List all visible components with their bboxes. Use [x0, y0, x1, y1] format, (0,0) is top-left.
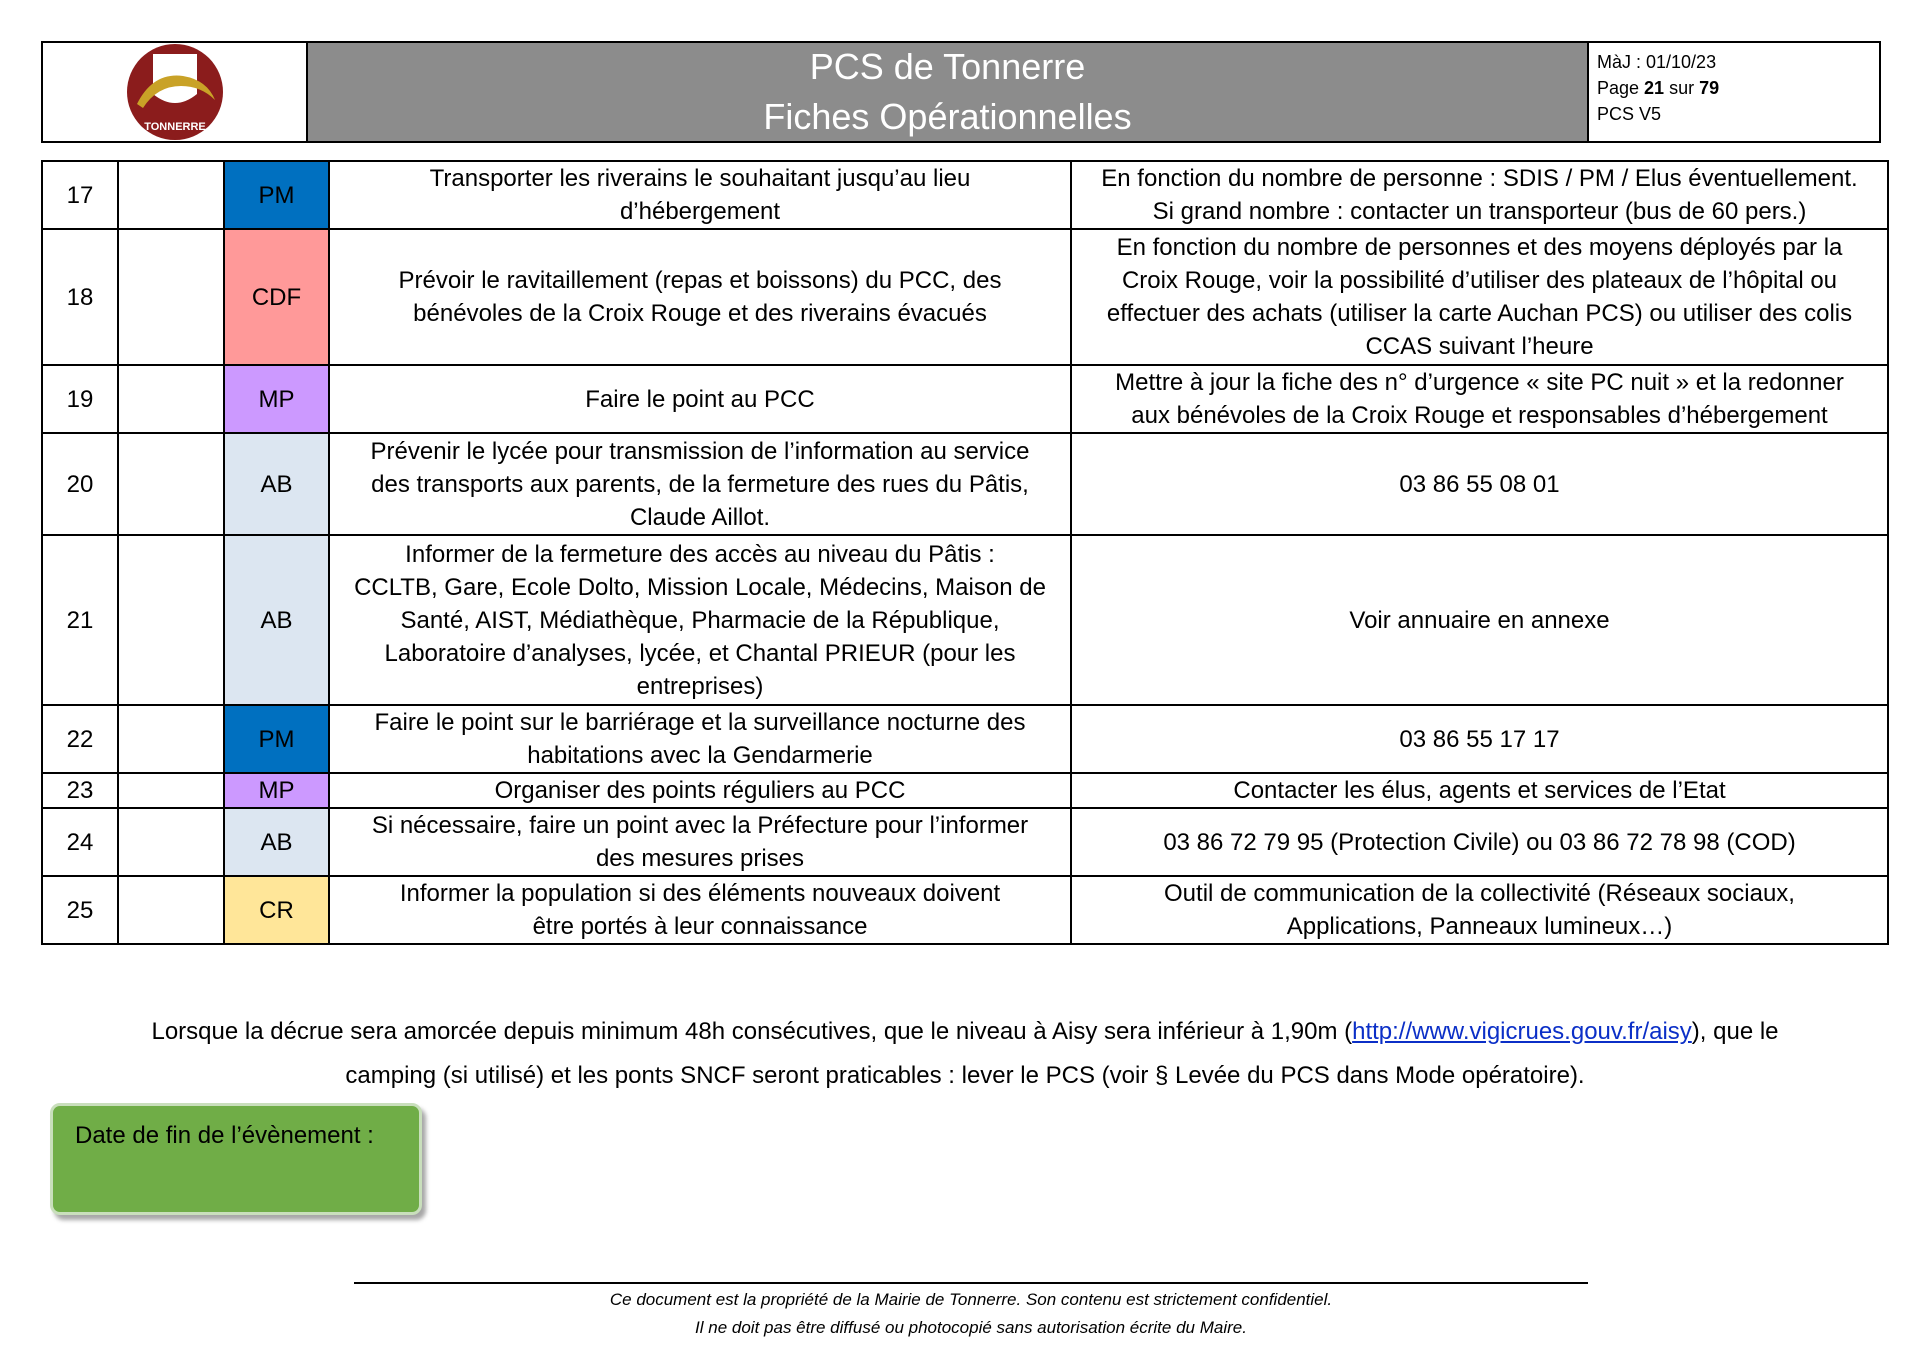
footer-line-1: Ce document est la propriété de la Mairie de Tonnerre. Son contenu est strictement confidentiel.	[609, 1290, 1333, 1309]
table-row	[42, 365, 1888, 433]
table-row	[42, 773, 1888, 808]
page-total: 79	[1699, 78, 1720, 98]
page-counter: Page 21 sur 79	[1597, 78, 1720, 98]
responsible-code: AB	[224, 808, 329, 876]
step-number: 17	[42, 161, 118, 229]
page-header	[41, 41, 1881, 143]
responsible-code: AB	[224, 433, 329, 535]
table-row	[42, 535, 1888, 705]
logo-cell	[43, 43, 308, 141]
step-number: 19	[42, 365, 118, 433]
step-number: 24	[42, 808, 118, 876]
step-number: 22	[42, 705, 118, 773]
info-text: 03 86 55 08 01	[1071, 433, 1888, 535]
info-text: Contacter les élus, agents et services de l’Etat	[1071, 773, 1888, 808]
info-text: Outil de communication de la collectivité (Réseaux sociaux, Applications, Panneaux lumineux…)	[1071, 876, 1888, 944]
event-end-date-box	[50, 1103, 422, 1215]
info-text: 03 86 72 79 95 (Protection Civile) ou 03 86 72 78 98 (COD)	[1071, 808, 1888, 876]
header-meta	[1589, 43, 1879, 141]
info-text: 03 86 55 17 17	[1071, 705, 1888, 773]
blank-cell	[118, 161, 224, 229]
step-number: 20	[42, 433, 118, 535]
responsible-code: CDF	[224, 229, 329, 365]
blank-cell	[118, 773, 224, 808]
info-text: En fonction du nombre de personne : SDIS / PM / Elus éventuellement. Si grand nombre : contacter un transporteur (bus de 60 pers.)	[1071, 161, 1888, 229]
blank-cell	[118, 433, 224, 535]
action-text: Faire le point sur le barriérage et la surveillance nocturne des habitations avec la Gendarmerie	[329, 705, 1071, 773]
page-footer	[354, 1286, 1588, 1342]
responsible-code: MP	[224, 365, 329, 433]
action-text: Transporter les riverains le souhaitant jusqu’au lieu d’hébergement	[329, 161, 1071, 229]
tonnerre-logo	[123, 42, 227, 142]
update-date: MàJ : 01/10/23	[1597, 52, 1717, 72]
responsible-code: MP	[224, 773, 329, 808]
table-row	[42, 433, 1888, 535]
blank-cell	[118, 808, 224, 876]
step-number: 21	[42, 535, 118, 705]
table-row	[42, 876, 1888, 944]
step-number: 25	[42, 876, 118, 944]
operations-table	[41, 160, 1889, 945]
blank-cell	[118, 876, 224, 944]
header-subtitle: Fiches Opérationnelles	[763, 96, 1132, 137]
responsible-code: CR	[224, 876, 329, 944]
page-number: 21	[1644, 78, 1665, 98]
responsible-code: PM	[224, 705, 329, 773]
table-row	[42, 161, 1888, 229]
action-text: Informer de la fermeture des accès au niveau du Pâtis : CCLTB, Gare, Ecole Dolto, Mission Locale, Médecins, Maison de Santé, AIST, Médiathèque, Pharmacie de la République, Laboratoire d’analyses, lycée, et Chantal PRIEUR (pour les entreprises)	[329, 535, 1071, 705]
header-title: PCS de Tonnerre	[809, 46, 1086, 87]
responsible-code: AB	[224, 535, 329, 705]
responsible-code: PM	[224, 161, 329, 229]
step-number: 23	[42, 773, 118, 808]
step-number: 18	[42, 229, 118, 365]
table-row	[42, 229, 1888, 365]
action-text: Prévoir le ravitaillement (repas et boissons) du PCC, des bénévoles de la Croix Rouge et des riverains évacués	[329, 229, 1071, 365]
version: PCS V5	[1597, 104, 1662, 124]
blank-cell	[118, 229, 224, 365]
info-text: Mettre à jour la fiche des n° d’urgence « site PC nuit » et la redonner aux bénévoles de la Croix Rouge et responsables d’hébergement	[1071, 365, 1888, 433]
header-title-block	[308, 43, 1589, 141]
action-text: Informer la population si des éléments nouveaux doivent être portés à leur connaissance	[329, 876, 1071, 944]
table-row	[42, 808, 1888, 876]
blank-cell	[118, 705, 224, 773]
blank-cell	[118, 535, 224, 705]
vigicrues-link[interactable]: http://www.vigicrues.gouv.fr/aisy	[1352, 1018, 1692, 1045]
info-text: Voir annuaire en annexe	[1071, 535, 1888, 705]
footer-divider	[354, 1282, 1588, 1284]
logo-text: TONNERRE	[143, 121, 206, 133]
table-row	[42, 705, 1888, 773]
blank-cell	[118, 365, 224, 433]
action-text: Organiser des points réguliers au PCC	[329, 773, 1071, 808]
footer-line-2: Il ne doit pas être diffusé ou photocopié sans autorisation écrite du Maire.	[695, 1318, 1247, 1337]
action-text: Prévenir le lycée pour transmission de l’information au service des transports aux parents, de la fermeture des rues du Pâtis, Claude Aillot.	[329, 433, 1071, 535]
closure-note: Lorsque la décrue sera amorcée depuis minimum 48h consécutives, que le niveau à Aisy sera inférieur à 1,90m (http://www.vigicrues.gouv.fr/aisy), que le camping (si utilisé) et les ponts SNCF seront praticables : lever le PCS (voir § Levée du PCS dans Mode opératoire).	[151, 1018, 1779, 1089]
event-end-date-label: Date de fin de l’évènement :	[75, 1122, 374, 1149]
action-text: Si nécessaire, faire un point avec la Préfecture pour l’informer des mesures prises	[329, 808, 1071, 876]
action-text: Faire le point au PCC	[329, 365, 1071, 433]
info-text: En fonction du nombre de personnes et des moyens déployés par la Croix Rouge, voir la possibilité d’utiliser des plateaux de l’hôpital ou effectuer des achats (utiliser la carte Auchan PCS) ou utiliser des colis CCAS suivant l’heure	[1071, 229, 1888, 365]
